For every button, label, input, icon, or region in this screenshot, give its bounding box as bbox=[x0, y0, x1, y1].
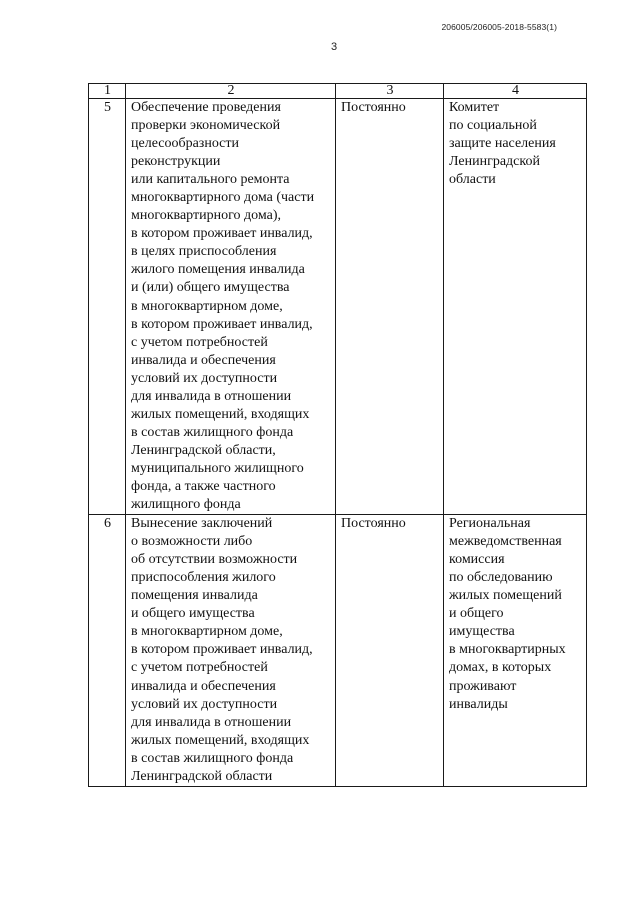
text-line: по социальной bbox=[449, 118, 537, 134]
text-line: имущества bbox=[449, 624, 515, 640]
text-line: целесообразности bbox=[131, 136, 240, 152]
text-line: защите населения bbox=[449, 136, 556, 152]
column-header-1: 1 bbox=[89, 84, 126, 99]
text-line: фонда, а также частного bbox=[131, 478, 276, 494]
text-line: в многоквартирном доме, bbox=[131, 624, 283, 640]
text-line: и (или) общего имущества bbox=[131, 280, 290, 296]
text-line: и общего имущества bbox=[131, 606, 255, 622]
text-line: в многоквартирном доме, bbox=[131, 298, 283, 314]
text-line: комиссия bbox=[449, 552, 505, 568]
text-line: Ленинградской bbox=[449, 154, 540, 170]
responsible-party bbox=[444, 99, 587, 515]
text-line: условий их доступности bbox=[131, 370, 278, 386]
text-line: в состав жилищного фонда bbox=[131, 424, 294, 440]
text-line: по обследованию bbox=[449, 570, 553, 586]
text-line: реконструкции bbox=[131, 154, 221, 170]
text-line: условий их доступности bbox=[131, 696, 278, 712]
table-row bbox=[89, 99, 587, 515]
text-line: в котором проживает инвалид, bbox=[131, 642, 313, 658]
text-line: о возможности либо bbox=[131, 534, 253, 550]
text-line: помещения инвалида bbox=[131, 588, 258, 604]
text-line: или капитального ремонта bbox=[131, 172, 290, 188]
text-line: для инвалида в отношении bbox=[131, 388, 292, 404]
text-line: приспособления жилого bbox=[131, 570, 276, 586]
text-line: муниципального жилищного bbox=[131, 460, 304, 476]
responsible-party bbox=[444, 515, 587, 787]
text-line: в многоквартирных bbox=[449, 642, 566, 658]
text-line: об отсутствии возможности bbox=[131, 552, 298, 568]
text-line: в целях приспособления bbox=[131, 244, 277, 260]
text-line: жилых помещений, входящих bbox=[131, 732, 310, 748]
text-line: в котором проживает инвалид, bbox=[131, 226, 313, 242]
text-line: в котором проживает инвалид, bbox=[131, 316, 313, 332]
measure-description bbox=[126, 99, 336, 515]
period-cell: Постоянно bbox=[336, 515, 444, 787]
text-line: жилищного фонда bbox=[131, 497, 241, 513]
text-line: инвалида и обеспечения bbox=[131, 352, 276, 368]
text-line: Ленинградской области bbox=[131, 768, 273, 784]
column-number-header-row bbox=[89, 84, 587, 99]
text-line: Региональная bbox=[449, 516, 531, 532]
text-line: многоквартирного дома (части bbox=[131, 190, 315, 206]
text-line: с учетом потребностей bbox=[131, 334, 268, 350]
text-line: инвалиды bbox=[449, 696, 508, 712]
text-line: межведомственная bbox=[449, 534, 562, 550]
text-line: Ленинградской области, bbox=[131, 442, 276, 458]
row-number: 5 bbox=[89, 99, 126, 515]
table-row bbox=[89, 515, 587, 787]
text-line: с учетом потребностей bbox=[131, 660, 268, 676]
measures-table bbox=[88, 83, 587, 787]
document-reference-number: 206005/206005-2018-5583(1) bbox=[441, 22, 557, 32]
text-line: жилых помещений, входящих bbox=[131, 406, 310, 422]
text-line: области bbox=[449, 172, 496, 188]
text-line: Вынесение заключений bbox=[131, 516, 273, 532]
text-line: жилого помещения инвалида bbox=[131, 262, 305, 278]
row-number: 6 bbox=[89, 515, 126, 787]
text-line: домах, в которых bbox=[449, 660, 552, 676]
text-line: проверки экономической bbox=[131, 118, 281, 134]
column-header-3: 3 bbox=[336, 84, 444, 99]
text-line: для инвалида в отношении bbox=[131, 714, 292, 730]
text-line: многоквартирного дома), bbox=[131, 208, 281, 224]
text-line: Комитет bbox=[449, 100, 500, 115]
period-cell: Постоянно bbox=[336, 99, 444, 515]
text-line: и общего bbox=[449, 606, 504, 622]
text-line: Обеспечение проведения bbox=[131, 100, 281, 115]
column-header-2: 2 bbox=[126, 84, 336, 99]
column-header-4: 4 bbox=[444, 84, 587, 99]
text-line: в состав жилищного фонда bbox=[131, 750, 294, 766]
measure-description bbox=[126, 515, 336, 787]
text-line: проживают bbox=[449, 678, 517, 694]
text-line: инвалида и обеспечения bbox=[131, 678, 276, 694]
page-number: 3 bbox=[331, 41, 338, 53]
text-line: жилых помещений bbox=[449, 588, 562, 604]
